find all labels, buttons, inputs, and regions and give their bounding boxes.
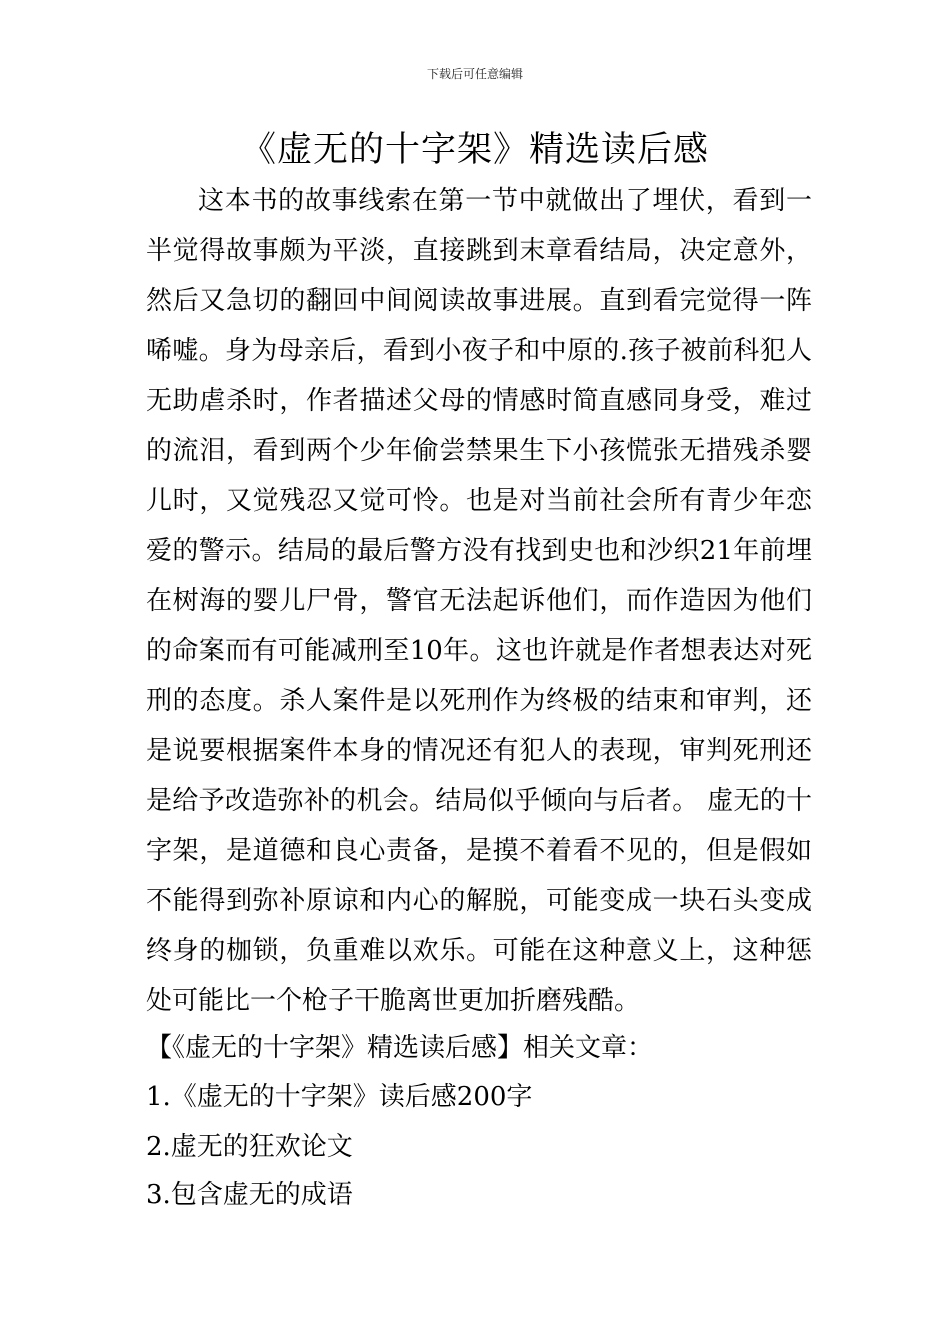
header-note: 下载后可任意编辑 [426, 67, 523, 81]
related-article-link-1[interactable]: 1.《虚无的十字架》读后感200字 [146, 1082, 533, 1112]
related-articles-heading: 【《虚无的十字架》精选读后感】相关文章： [146, 1033, 654, 1063]
related-article-link-3[interactable]: 3.包含虚无的成语 [146, 1180, 353, 1210]
related-article-link-2[interactable]: 2.虚无的狂欢论文 [146, 1132, 353, 1162]
body-paragraph: 这本书的故事线索在第一节中就做出了埋伏，看到一半觉得故事颇为平淡，直接跳到末章看结局，决定意外，然后又急切的翻回中间阅读故事进展。直到看完觉得一阵唏嘘。身为母亲后，看到小夜子和中原的.孩子被前科犯人无助虐杀时，作者描述父母的情感时简直感同身受，难过的流泪，看到两个少年偷尝禁果生下小孩慌张无措残杀婴儿时，又觉残忍又觉可怜。也是对当前社会所有青少年恋爱的警示。结局的最后警方没有找到史也和沙织21年前埋在树海的婴儿尸骨，警官无法起诉他们，而作造因为他们的命案而有可能减刑至10年。这也许就是作者想表达对死刑的态度。杀人案件是以死刑作为终极的结束和审判，还是说要根据案件本身的情况还有犯人的表现，审判死刑还是给予改造弥补的机会。结局似乎倾向与后者。 虚无的十字架，是道德和良心责备，是摸不着看不见的，但是假如不能得到弥补原谅和内心的解脱，可能变成一块石头变成终身的枷锁，负重难以欢乐。可能在这种意义上，这种惩处可能比一个枪子干脆离世更加折磨残酷。 [146, 186, 812, 1016]
document-title: 《虚无的十字架》精选读后感 [240, 130, 709, 170]
